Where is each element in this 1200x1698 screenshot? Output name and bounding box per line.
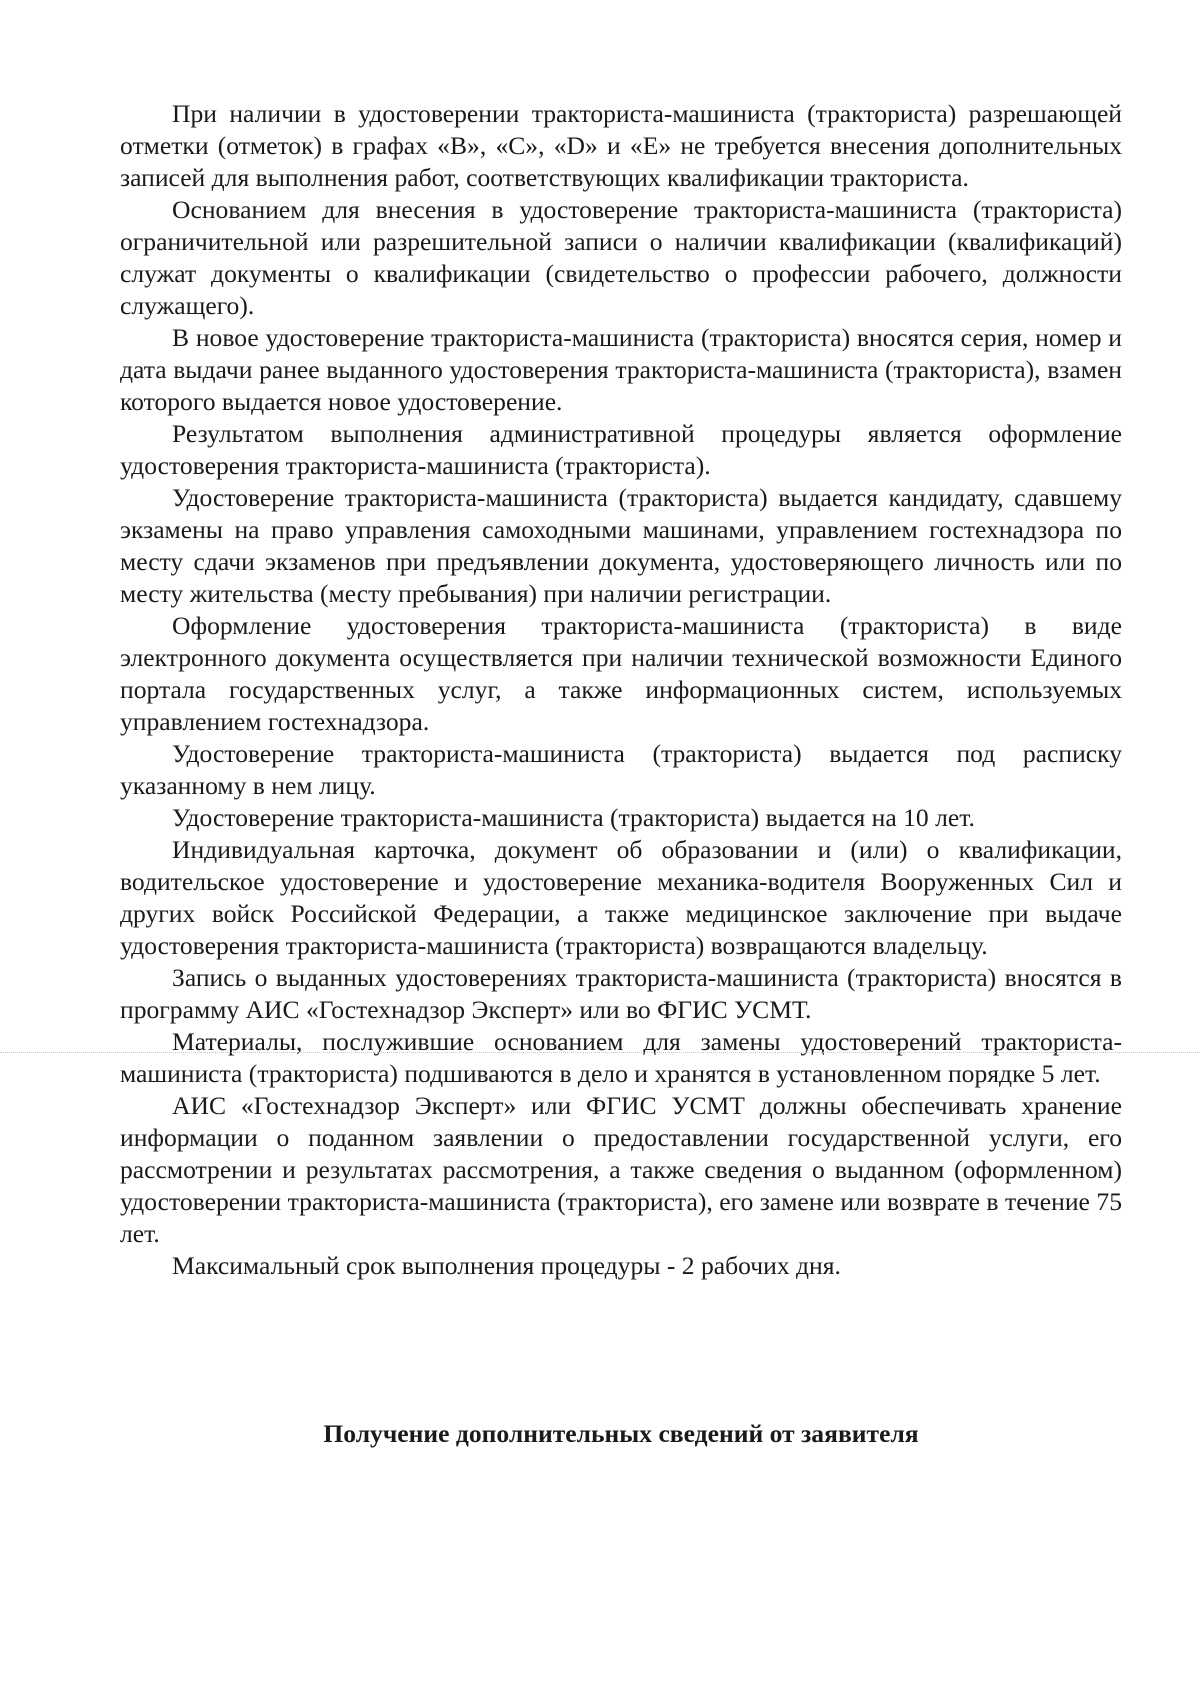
paragraph-12: АИС «Гостехнадзор Эксперт» или ФГИС УСМТ должны обеспечивать хранение информации о поданном заявлении о предоставлении государственной услуги, его рассмотрении и результатах рассмотрения, а также сведения о выданном (оформленном) удостоверении тракториста-машиниста (тракториста), его замене или возврате в течение 75 лет. — [120, 1091, 1122, 1248]
paragraph-9: Индивидуальная карточка, документ об образовании и (или) о квалификации, водительское удостоверение и удостоверение механика-водителя Вооруженных Сил и других войск Российской Федерации, а также медицинское заключение при выдаче удостоверения тракториста-машиниста (тракториста) возвращаются владельцу. — [120, 835, 1122, 960]
section-heading: Получение дополнительных сведений от заявителя — [323, 1419, 919, 1448]
paragraph-8: Удостоверение тракториста-машиниста (тракториста) выдается на 10 лет. — [172, 803, 975, 832]
paragraph-11: Материалы, послужившие основанием для замены удостоверений тракториста-машиниста (тракториста) подшиваются в дело и хранятся в установленном порядке 5 лет. — [120, 1027, 1122, 1088]
scan-artifact-line — [0, 1052, 1200, 1053]
paragraph-1: При наличии в удостоверении тракториста-машиниста (тракториста) разрешающей отметки (отметок) в графах «В», «С», «D» и «Е» не требуется внесения дополнительных записей для выполнения работ, соответствующих квалификации тракториста. — [120, 99, 1122, 192]
paragraph-2: Основанием для внесения в удостоверение тракториста-машиниста (тракториста) ограничительной или разрешительной записи о наличии квалификации (квалификаций) служат документы о квалификации (свидетельство о профессии рабочего, должности служащего). — [120, 195, 1122, 320]
document-body — [120, 98, 1122, 1282]
paragraph-6: Оформление удостоверения тракториста-машиниста (тракториста) в виде электронного документа осуществляется при наличии технической возможности Единого портала государственных услуг, а также информационных систем, используемых управлением гостехнадзора. — [120, 611, 1122, 736]
paragraph-10: Запись о выданных удостоверениях тракториста-машиниста (тракториста) вносятся в программу АИС «Гостехнадзор Эксперт» или во ФГИС УСМТ. — [120, 963, 1122, 1024]
paragraph-7: Удостоверение тракториста-машиниста (тракториста) выдается под расписку указанному в нем лицу. — [120, 739, 1122, 800]
paragraph-4: Результатом выполнения административной процедуры является оформление удостоверения тракториста-машиниста (тракториста). — [120, 419, 1122, 480]
paragraph-13: Максимальный срок выполнения процедуры - 2 рабочих дня. — [172, 1251, 841, 1280]
paragraph-3: В новое удостоверение тракториста-машиниста (тракториста) вносятся серия, номер и дата выдачи ранее выданного удостоверения тракториста-машиниста (тракториста), взамен которого выдается новое удостоверение. — [120, 323, 1122, 416]
paragraph-5: Удостоверение тракториста-машиниста (тракториста) выдается кандидату, сдавшему экзамены на право управления самоходными машинами, управлением гостехнадзора по месту сдачи экзаменов при предъявлении документа, удостоверяющего личность или по месту жительства (месту пребывания) при наличии регистрации. — [120, 483, 1122, 608]
